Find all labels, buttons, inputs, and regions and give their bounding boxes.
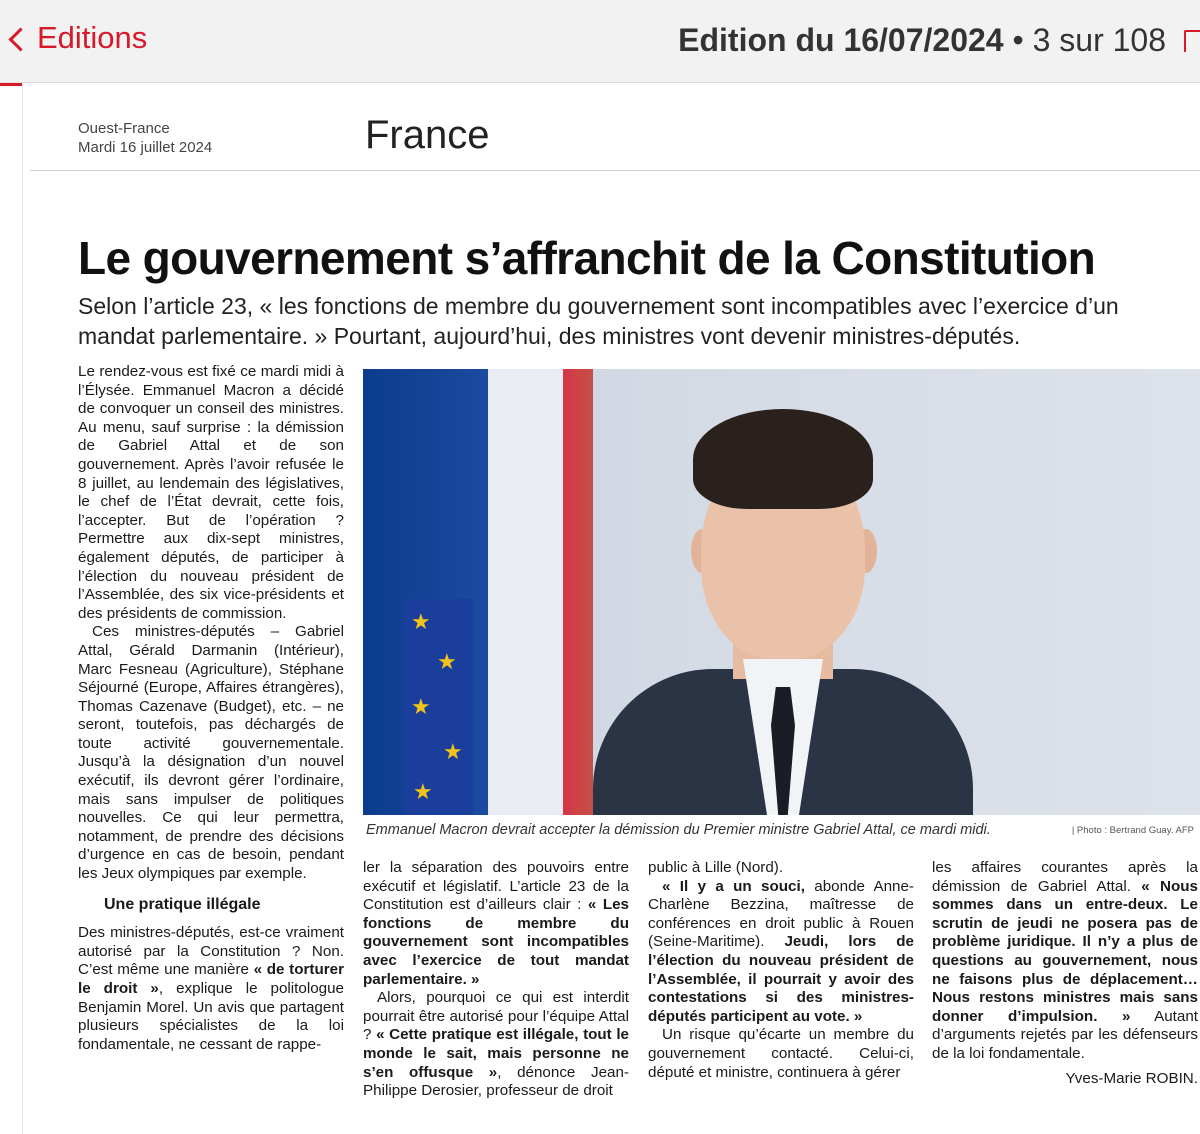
french-flag-white (488, 369, 563, 815)
publication-date: Mardi 16 juillet 2024 (78, 139, 213, 156)
back-button[interactable] (12, 20, 147, 56)
photo-credit: | Photo : Bertrand Guay. AFP (1071, 825, 1194, 836)
section-title: France (365, 113, 490, 157)
eu-flag: ★ ★ ★ ★ ★ (403, 599, 473, 815)
article-column-2 (363, 859, 629, 1101)
article-column-4 (932, 859, 1198, 1088)
page-gutter (0, 83, 23, 1134)
french-flag-red (563, 369, 593, 815)
paragraph: Des ministres-députés, est-ce vraiment autorisé par la Constitution ? Non. C’est même une manière « de torturer le droit », explique le politologue Benjamin Morel. Un avis que partagent plusieurs spécialistes de la loi fondamentale, ne cessant de rappe- (78, 924, 344, 1053)
article-column-1 (78, 363, 344, 1054)
chevron-left-icon (8, 27, 32, 51)
article-signature: Yves-Marie ROBIN. (1065, 1069, 1198, 1087)
article-photo[interactable] (363, 369, 1200, 815)
article-column-3 (648, 859, 914, 1082)
back-label: Editions (37, 20, 148, 55)
edition-title: Edition du 16/07/2024 (678, 22, 1004, 58)
paragraph: Le rendez-vous est fixé ce mardi midi à l’Élysée. Emmanuel Macron a décidé de convoquer un conseil des ministres. Au menu, sauf surprise : la démission de Gabriel Attal et de son gouvernement. Après l’avoir refusée le 8 juillet, au lendemain des législatives, le chef de l’État devrait, cette fois, l’accepter. But de l’opération ? Permettre aux dix-sept ministres, également députés, de participer à l’élection du nouveau président de l’Assemblée, des six vice-présidents et des présidents de commission. (78, 363, 344, 622)
photo-caption: Emmanuel Macron devrait accepter la démission du Premier ministre Gabriel Attal, ce mardi midi. (366, 822, 991, 838)
page-indicator: • 3 sur 108 (1012, 22, 1166, 58)
paragraph: Alors, pourquoi ce qui est interdit pourrait être autorisé pour l’équipe Attal ? « Cette pratique est illégale, tout le monde le sait, mais personne ne s’en offusque », dénonce Jean-Philippe Derosier, professeur de droit (363, 989, 630, 1100)
newspaper-page (0, 83, 1200, 1134)
paragraph: public à Lille (Nord). (648, 859, 784, 876)
bookmark-icon[interactable] (1184, 30, 1200, 52)
gutter-accent (0, 83, 22, 86)
article-headline: Le gouvernement s’affranchit de la Constitution (78, 232, 1096, 284)
paragraph: « Il y a un souci, abonde Anne-Charlène Bezzina, maîtresse de conférences en droit public à Rouen (Seine-Maritime). Jeudi, lors de l’élection du nouveau président de l’Assemblée, il pourrait y avoir des contestations si des ministres-députés participent au vote. » (648, 877, 914, 1025)
article-standfirst: Selon l’article 23, « les fonctions de membre du gouvernement sont incompatibles avec l’exercice d’un mandat parlementaire. » Pourtant, aujourd’hui, des ministres vont devenir ministres-députés. (78, 293, 1119, 349)
publication-name: Ouest-France (78, 120, 170, 137)
paragraph: Un risque qu’écarte un membre du gouvernement contacté. Celui-ci, député et ministre, continuera à gérer (648, 1026, 914, 1081)
portrait (593, 369, 973, 815)
article-subhead: Une pratique illégale (104, 895, 261, 913)
paragraph: les affaires courantes après la démission de Gabriel Attal. « Nous sommes dans un entre-deux. Le scrutin de jeudi ne posera pas de problème juridique. Il n’y a plus de questions au gouvernement, nous ne faisons plus de déplacement… Nous restons ministres mais sans donner d’impulsion. » Autant d’arguments rejetés par les défenseurs de la loi fondamentale. (932, 859, 1198, 1062)
paragraph: ler la séparation des pouvoirs entre exécutif et législatif. L’article 23 de la Constitution est d’ailleurs clair : « Les fonctions de membre du gouvernement sont incompatibles avec l’exercice de tout mandat parlementaire. » (363, 859, 629, 988)
masthead-rule (30, 170, 1200, 171)
app-bar (0, 0, 1200, 83)
masthead-info (78, 119, 212, 157)
edition-header (678, 22, 1166, 59)
paragraph: Ces ministres-députés – Gabriel Attal, Gérald Darmanin (Intérieur), Marc Fesneau (Agriculture), Stéphane Séjourné (Europe, Affaires étrangères), Thomas Cazenave (Budget), etc. – ne seront, toutefois, pas déchargés de toute activité gouvernementale. Jusqu’à la désignation d’un nouvel exécutif, ils devront gérer l’ordinaire, mais sans impulser de politiques nouvelles. Ce qui leur permettra, notamment, de prendre des décisions d’urgence en cas de besoin, pendant les Jeux olympiques par exemple. (78, 623, 344, 883)
